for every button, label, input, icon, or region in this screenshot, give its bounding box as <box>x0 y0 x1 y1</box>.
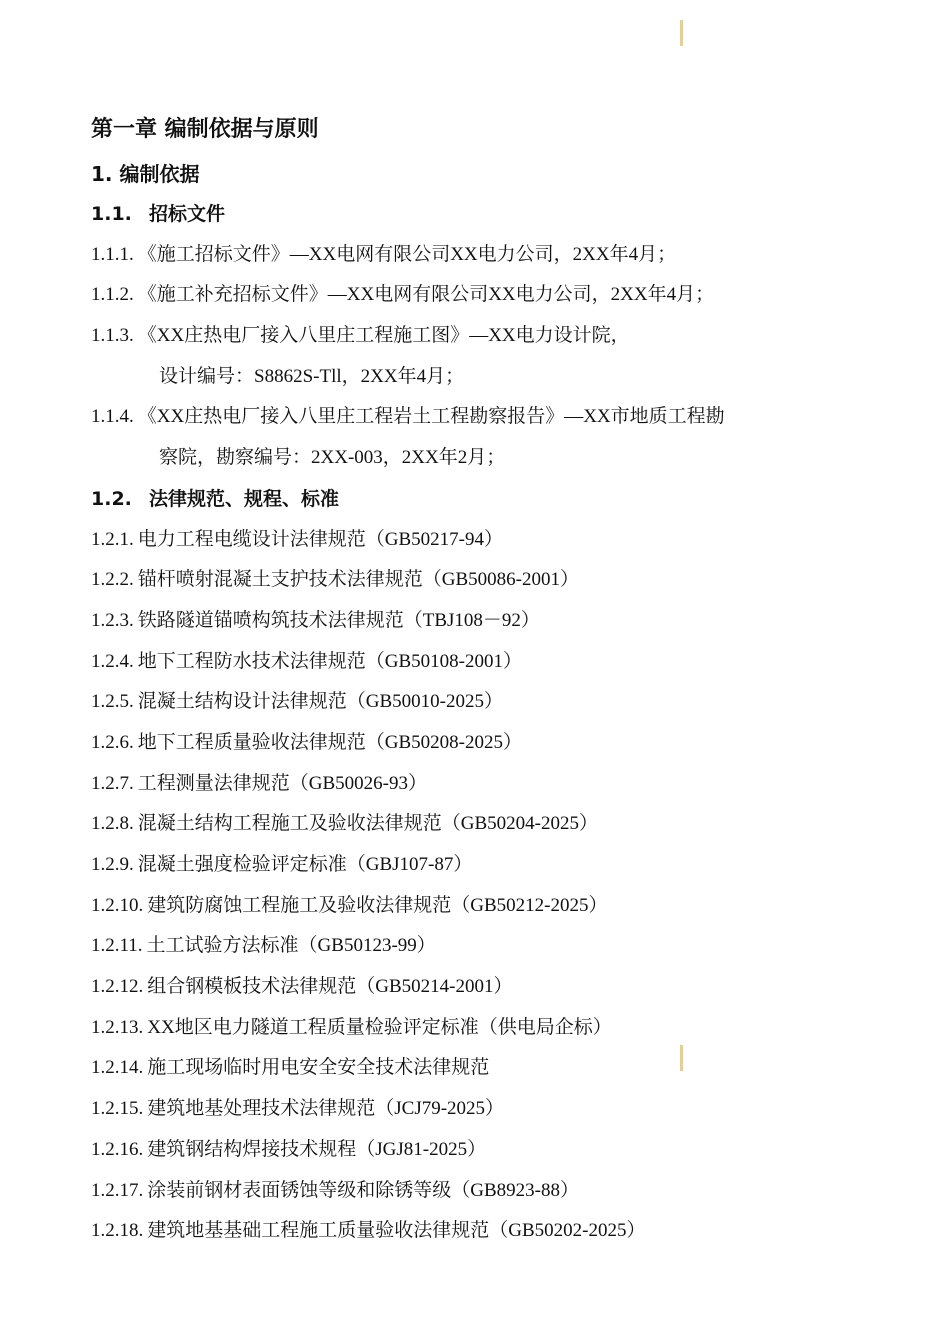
item-text: 建筑地基基础工程施工质量验收法律规范（GB50202-2025） <box>147 1220 646 1242</box>
item-text: 铁路隧道锚喷构筑技术法律规范（TBJ108－92） <box>137 609 540 631</box>
item-text: 混凝土结构工程施工及验收法律规范（GB50204-2025） <box>137 813 598 835</box>
item-text: 涂装前钢材表面锈蚀等级和除锈等级（GB8923-88） <box>147 1179 579 1201</box>
item-number: 1.1.4. <box>91 406 134 428</box>
item-number: 1.2.10. <box>91 894 144 916</box>
item-number: 1.2.11. <box>91 935 143 957</box>
item-number: 1.2.15. <box>91 1098 144 1120</box>
item-text: 《施工补充招标文件》—XX电网有限公司XX电力公司，2XX年4月； <box>137 284 715 306</box>
item-number: 1.2.1. <box>91 528 134 550</box>
subsection-title: 法律规范、规程、标准 <box>149 487 340 510</box>
page-marker-top <box>680 20 683 46</box>
list-item <box>91 1089 891 1130</box>
list-item <box>91 1211 891 1252</box>
item-number: 1.2.12. <box>91 976 144 998</box>
item-text: 地下工程质量验收法律规范（GB50208-2025） <box>137 731 522 753</box>
item-text: XX地区电力隧道工程质量检验评定标准（供电局企标） <box>147 1016 612 1038</box>
item-text: 《XX庄热电厂接入八里庄工程岩土工程勘察报告》—XX市地质工程勘 <box>137 406 725 428</box>
item-number: 1.2.14. <box>91 1057 144 1079</box>
item-number: 1.2.17. <box>91 1179 144 1201</box>
item-text: 土工试验方法标准（GB50123-99） <box>146 935 436 957</box>
list-item <box>91 1048 891 1089</box>
list-item <box>91 275 891 316</box>
item-number: 1.2.8. <box>91 813 134 835</box>
list-item <box>91 1130 891 1171</box>
item-number: 1.2.7. <box>91 772 134 794</box>
item-number: 1.2.9. <box>91 854 134 875</box>
item-number: 1.1.1. <box>91 243 134 265</box>
list-item <box>91 1171 891 1212</box>
subsection-heading <box>91 479 891 520</box>
tender-documents-list <box>91 235 891 479</box>
item-number: 1.2.3. <box>91 609 134 631</box>
document-page <box>91 110 891 1252</box>
list-item <box>91 764 891 805</box>
item-number: 1.2.2. <box>91 569 134 591</box>
item-continuation: 察院，勘察编号：2XX-003，2XX年2月； <box>159 447 506 469</box>
list-item <box>91 397 891 438</box>
list-item <box>91 520 891 561</box>
item-number: 1.2.13. <box>91 1016 144 1038</box>
chapter-title: 第一章 编制依据与原则 <box>91 117 319 142</box>
item-number: 1.1.3. <box>91 325 134 347</box>
item-text: 地下工程防水技术法律规范（GB50108-2001） <box>137 650 522 672</box>
item-text: 建筑地基处理技术法律规范（JCJ79-2025） <box>147 1098 505 1120</box>
item-number: 1.1.2. <box>91 284 134 306</box>
item-text: 锚杆喷射混凝土支护技术法律规范（GB50086-2001） <box>137 569 579 591</box>
subsection-heading <box>91 194 891 235</box>
standards-list <box>91 520 891 1252</box>
list-item <box>91 1008 891 1049</box>
list-item <box>91 723 891 764</box>
item-text: 电力工程电缆设计法律规范（GB50217-94） <box>137 528 503 550</box>
list-item <box>91 235 891 276</box>
list-item <box>91 845 891 886</box>
item-number: 1.2.18. <box>91 1220 144 1242</box>
subsection-number: 1.2. <box>91 487 132 510</box>
item-text: 工程测量法律规范（GB50026-93） <box>137 772 427 794</box>
item-text: 建筑防腐蚀工程施工及验收法律规范（GB50212-2025） <box>147 894 608 916</box>
item-number: 1.2.6. <box>91 731 134 753</box>
item-text: 建筑钢结构焊接技术规程（JGJ81-2025） <box>147 1138 487 1160</box>
list-item <box>91 926 891 967</box>
list-item <box>91 601 891 642</box>
item-text: 《施工招标文件》—XX电网有限公司XX电力公司，2XX年4月； <box>137 243 677 265</box>
item-text: 混凝土结构设计法律规范（GB50010-2025） <box>137 691 503 713</box>
list-item <box>91 682 891 723</box>
list-item <box>91 804 891 845</box>
subsection-number: 1.1. <box>91 203 132 225</box>
item-number: 1.2.5. <box>91 691 134 713</box>
list-item <box>91 316 891 357</box>
item-number: 1.2.16. <box>91 1138 144 1160</box>
list-item <box>91 560 891 601</box>
list-item <box>91 642 891 683</box>
subsection-title: 招标文件 <box>149 203 226 225</box>
item-text: 组合钢模板技术法律规范（GB50214-2001） <box>147 976 513 998</box>
item-text: 施工现场临时用电安全安全技术法律规范 <box>147 1057 490 1079</box>
item-text: 混凝土强度检验评定标准（GBJ107-87） <box>137 854 473 875</box>
list-item <box>91 886 891 927</box>
item-number: 1.2.4. <box>91 650 134 672</box>
item-continuation: 设计编号：S8862S-Tll，2XX年4月； <box>159 365 465 387</box>
list-item <box>91 967 891 1008</box>
item-text: 《XX庄热电厂接入八里庄工程施工图》—XX电力设计院， <box>137 325 630 347</box>
section-heading: 1. 编制依据 <box>91 162 200 186</box>
